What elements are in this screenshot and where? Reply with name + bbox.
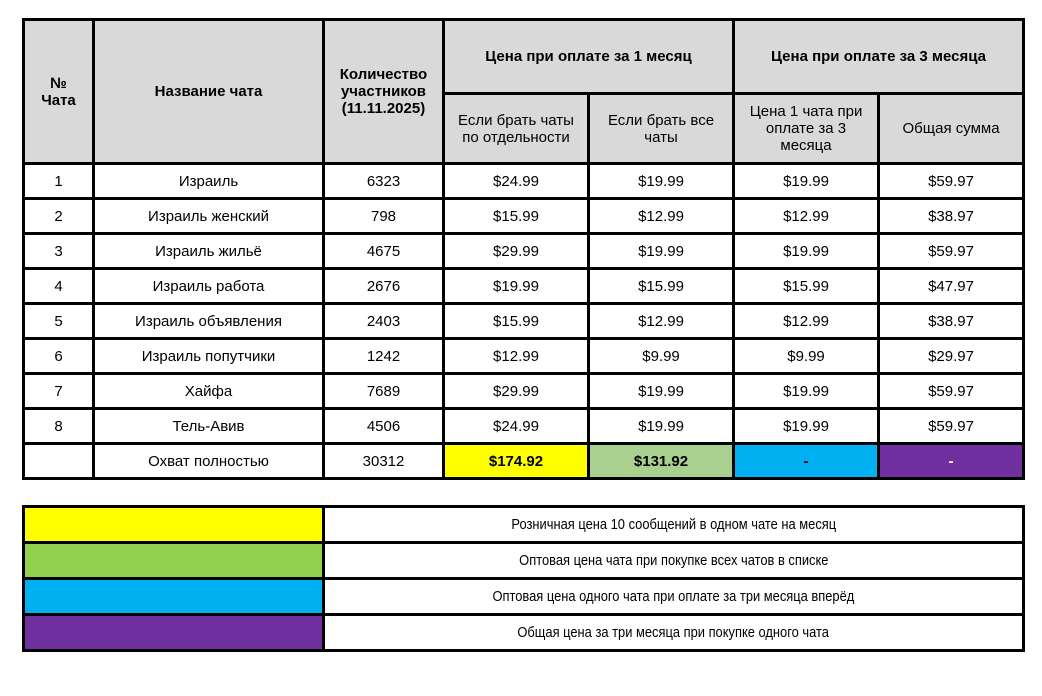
cell-chat-name: Израиль попутчики <box>94 339 324 374</box>
cell-total-sum: $59.97 <box>879 374 1024 409</box>
table-row <box>24 339 1024 374</box>
cell-total-sum: $59.97 <box>879 409 1024 444</box>
table-row <box>24 304 1024 339</box>
legend-swatch-yellow <box>24 507 324 543</box>
table-row <box>24 409 1024 444</box>
total-empty-cell <box>24 444 94 479</box>
table-row <box>24 374 1024 409</box>
cell-price-3mo: $15.99 <box>734 269 879 304</box>
total-members: 30312 <box>324 444 444 479</box>
cell-members: 4506 <box>324 409 444 444</box>
cell-total-sum: $59.97 <box>879 234 1024 269</box>
header-members-count: Количество участников (11.11.2025) <box>324 20 444 164</box>
cell-total-sum: $29.97 <box>879 339 1024 374</box>
table-row <box>24 234 1024 269</box>
cell-price-3mo: $19.99 <box>734 409 879 444</box>
header-price-all-chats: Если брать все чаты <box>589 94 734 164</box>
cell-price-all: $19.99 <box>589 409 734 444</box>
cell-members: 2403 <box>324 304 444 339</box>
cell-price-individual: $15.99 <box>444 304 589 339</box>
cell-price-individual: $29.99 <box>444 234 589 269</box>
cell-chat-name: Израиль <box>94 164 324 199</box>
cell-chat-number: 2 <box>24 199 94 234</box>
cell-chat-number: 5 <box>24 304 94 339</box>
total-price-individual: $174.92 <box>444 444 589 479</box>
cell-members: 4675 <box>324 234 444 269</box>
cell-total-sum: $38.97 <box>879 199 1024 234</box>
cell-chat-number: 4 <box>24 269 94 304</box>
total-row <box>24 444 1024 479</box>
cell-price-3mo: $9.99 <box>734 339 879 374</box>
cell-chat-number: 3 <box>24 234 94 269</box>
cell-chat-name: Хайфа <box>94 374 324 409</box>
table-row <box>24 199 1024 234</box>
cell-price-3mo: $19.99 <box>734 164 879 199</box>
header-total-sum: Общая сумма <box>879 94 1024 164</box>
legend-description: Оптовая цена чата при покупке всех чатов в списке <box>324 543 1024 579</box>
cell-chat-number: 6 <box>24 339 94 374</box>
header-group-1-month: Цена при оплате за 1 месяц <box>444 20 734 94</box>
table-row <box>24 164 1024 199</box>
cell-price-individual: $12.99 <box>444 339 589 374</box>
table-row <box>24 269 1024 304</box>
cell-price-individual: $19.99 <box>444 269 589 304</box>
header-chat-number: № Чата <box>24 20 94 164</box>
legend-row <box>24 507 1024 543</box>
legend-description: Оптовая цена одного чата при оплате за три месяца вперёд <box>324 579 1024 615</box>
cell-members: 1242 <box>324 339 444 374</box>
cell-price-individual: $24.99 <box>444 164 589 199</box>
cell-price-all: $12.99 <box>589 304 734 339</box>
legend-description: Общая цена за три месяца при покупке одного чата <box>324 615 1024 651</box>
cell-price-all: $12.99 <box>589 199 734 234</box>
color-legend-table <box>22 505 1025 652</box>
cell-chat-name: Тель-Авив <box>94 409 324 444</box>
cell-members: 798 <box>324 199 444 234</box>
cell-total-sum: $38.97 <box>879 304 1024 339</box>
cell-price-individual: $24.99 <box>444 409 589 444</box>
cell-price-3mo: $19.99 <box>734 374 879 409</box>
cell-total-sum: $47.97 <box>879 269 1024 304</box>
cell-price-3mo: $19.99 <box>734 234 879 269</box>
total-sum: - <box>879 444 1024 479</box>
legend-row <box>24 543 1024 579</box>
cell-chat-name: Израиль женский <box>94 199 324 234</box>
cell-members: 2676 <box>324 269 444 304</box>
legend-swatch-blue <box>24 579 324 615</box>
cell-chat-number: 7 <box>24 374 94 409</box>
cell-price-all: $9.99 <box>589 339 734 374</box>
header-group-row <box>24 20 1024 94</box>
cell-members: 6323 <box>324 164 444 199</box>
header-chat-name: Название чата <box>94 20 324 164</box>
legend-description: Розничная цена 10 сообщений в одном чате на месяц <box>324 507 1024 543</box>
cell-price-individual: $29.99 <box>444 374 589 409</box>
cell-chat-name: Израиль работа <box>94 269 324 304</box>
cell-chat-name: Израиль объявления <box>94 304 324 339</box>
header-price-individual: Если брать чаты по отдельности <box>444 94 589 164</box>
total-price-3mo: - <box>734 444 879 479</box>
cell-price-all: $19.99 <box>589 164 734 199</box>
pricing-table <box>22 18 1025 480</box>
header-group-3-months: Цена при оплате за 3 месяца <box>734 20 1024 94</box>
cell-price-all: $19.99 <box>589 234 734 269</box>
cell-chat-name: Израиль жильё <box>94 234 324 269</box>
cell-chat-number: 8 <box>24 409 94 444</box>
legend-swatch-green <box>24 543 324 579</box>
cell-total-sum: $59.97 <box>879 164 1024 199</box>
total-label: Охват полностью <box>94 444 324 479</box>
total-price-all: $131.92 <box>589 444 734 479</box>
cell-price-all: $19.99 <box>589 374 734 409</box>
legend-row <box>24 579 1024 615</box>
legend-row <box>24 615 1024 651</box>
cell-members: 7689 <box>324 374 444 409</box>
legend-swatch-purple <box>24 615 324 651</box>
cell-price-individual: $15.99 <box>444 199 589 234</box>
cell-price-all: $15.99 <box>589 269 734 304</box>
cell-chat-number: 1 <box>24 164 94 199</box>
cell-price-3mo: $12.99 <box>734 304 879 339</box>
cell-price-3mo: $12.99 <box>734 199 879 234</box>
header-price-3mo-per-chat: Цена 1 чата при оплате за 3 месяца <box>734 94 879 164</box>
